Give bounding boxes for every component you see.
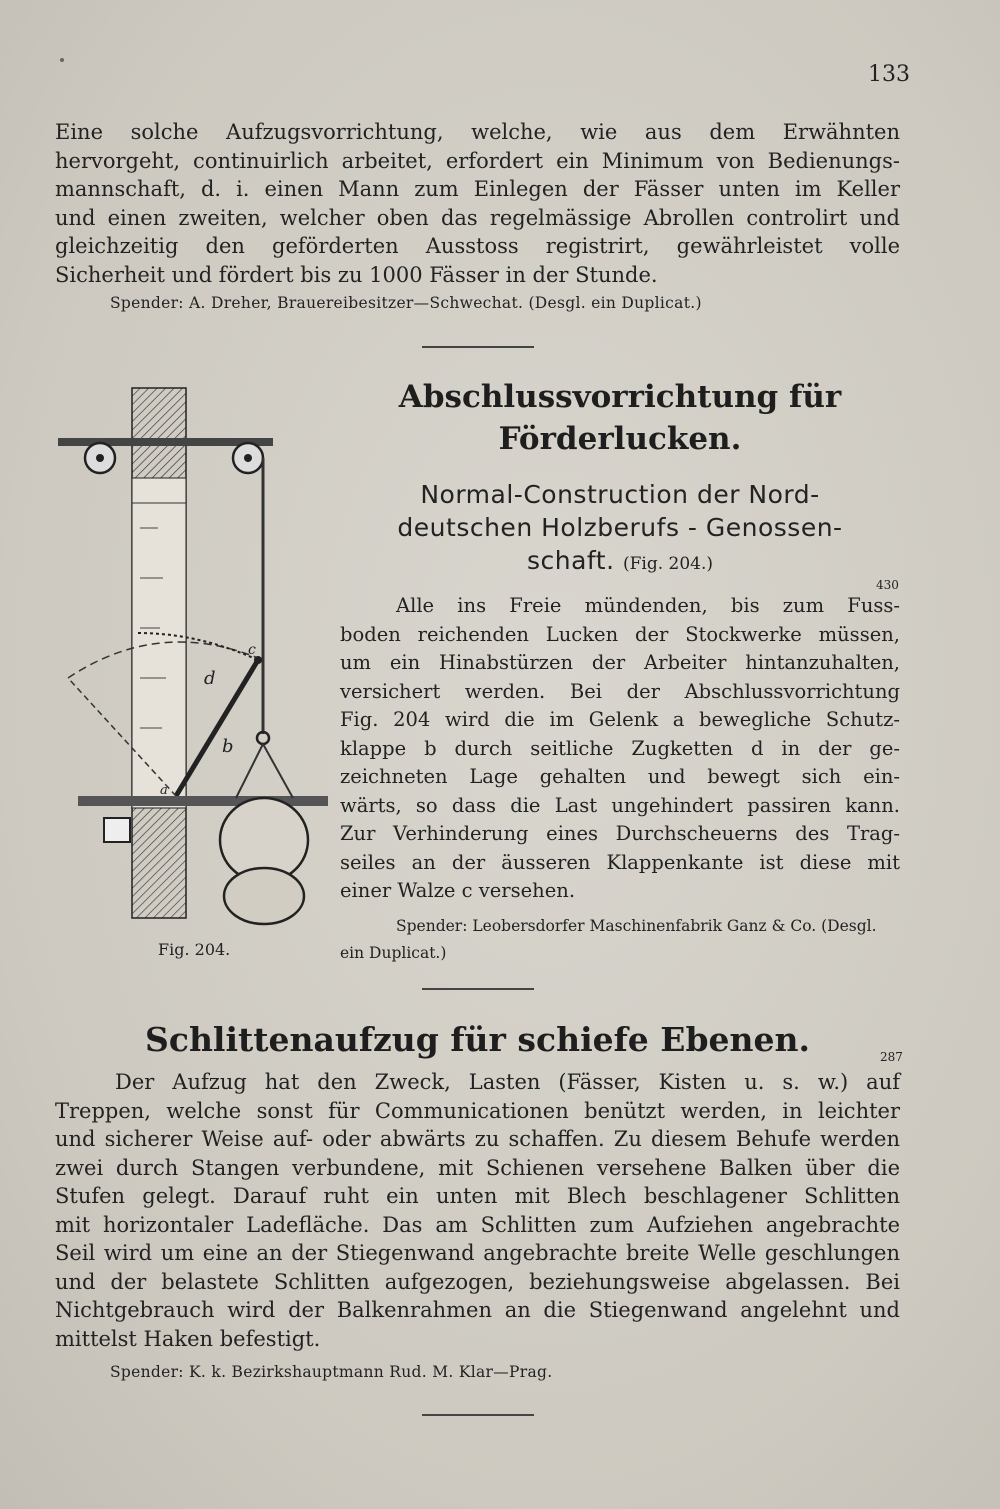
intro-line: Eine solche Aufzugsvorrichtung, welche, wie aus dem Erwähnten bbox=[55, 120, 900, 144]
intro-spender: Spender: A. Dreher, Brauereibesitzer—Schwechat. (Desgl. ein Duplicat.) bbox=[110, 294, 702, 312]
body-line: boden reichenden Lucken der Stockwerke müssen, bbox=[340, 622, 900, 646]
subtitle-line: deutschen Holzberufs - Genossen- bbox=[397, 513, 843, 542]
intro-line: hervorgeht, continuirlich arbeitet, erfordert ein Minimum von Bedienungs- bbox=[55, 148, 900, 173]
body-line: Nichtgebrauch wird der Balkenrahmen an die Stiegenwand angelehnt und bbox=[55, 1298, 900, 1322]
body-line: einer Walze c versehen. bbox=[340, 879, 576, 902]
intro-paragraph bbox=[55, 118, 900, 289]
figure-caption: Fig. 204. bbox=[158, 940, 231, 959]
subtitle-line: schaft. bbox=[526, 546, 615, 575]
protective-flap bbox=[176, 660, 258, 796]
figure-204-illustration bbox=[48, 378, 328, 938]
section1-title bbox=[340, 376, 900, 460]
intro-line: mannschaft, d. i. einen Mann zum Einlegen der Fässer unten im Keller bbox=[55, 177, 900, 201]
section1-title-line: Abschlussvorrichtung für bbox=[398, 379, 842, 415]
body-line: Der Aufzug hat den Zweck, Lasten (Fässer, Kisten u. s. w.) auf bbox=[115, 1070, 900, 1094]
body-line: und der belastete Schlitten aufgezogen, beziehungsweise abgelassen. Bei bbox=[55, 1269, 900, 1294]
body-line: zeichneten Lage gehalten und bewegt sich ein- bbox=[340, 765, 900, 788]
divider-rule bbox=[422, 1414, 534, 1416]
body-line: und sicherer Weise auf- oder abwärts zu schaffen. Zu diesem Behufe werden bbox=[55, 1127, 900, 1151]
label-d: d bbox=[204, 668, 216, 689]
body-line: seiles an der äusseren Klappenkante ist diese mit bbox=[340, 850, 900, 874]
label-b: b bbox=[222, 736, 234, 757]
label-c: c bbox=[248, 642, 256, 658]
spender-line: ein Duplicat.) bbox=[340, 944, 447, 962]
section1-title-line: Förderlucken. bbox=[498, 421, 742, 457]
section1-paragraph bbox=[340, 592, 900, 906]
body-line: mit horizontaler Ladefläche. Das am Schlitten zum Aufziehen angebrachte bbox=[55, 1212, 900, 1237]
body-line: Treppen, welche sonst für Communicationen benützt werden, in leichter bbox=[55, 1098, 900, 1123]
body-line: mittelst Haken befestigt. bbox=[55, 1326, 321, 1351]
body-line: klappe b durch seitliche Zugketten d in der ge- bbox=[340, 736, 900, 760]
divider-rule bbox=[422, 346, 534, 348]
speck bbox=[60, 58, 64, 62]
margin-number: 430 bbox=[876, 578, 899, 592]
intro-line: Sicherheit und fördert bis zu 1000 Fässer in der Stunde. bbox=[55, 262, 658, 287]
body-line: Zur Verhinderung eines Durchscheuerns des Trag- bbox=[340, 822, 900, 845]
floor-joist bbox=[104, 818, 130, 842]
section2-spender: Spender: K. k. Bezirkshauptmann Rud. M. Klar—Prag. bbox=[110, 1363, 553, 1381]
body-line: Fig. 204 wird die im Gelenk a bewegliche Schutz- bbox=[340, 708, 900, 731]
intro-line: und einen zweiten, welcher oben das regelmässige Abrollen controlirt und bbox=[55, 205, 900, 230]
margin-number: 287 bbox=[880, 1050, 903, 1064]
spender-line: Spender: Leobersdorfer Maschinenfabrik Ganz & Co. (Desgl. bbox=[396, 917, 877, 935]
body-line: Stufen gelegt. Darauf ruht ein unten mit Blech beschlagener Schlitten bbox=[55, 1184, 900, 1208]
floor-board bbox=[78, 796, 328, 806]
subtitle-figure-ref: (Fig. 204.) bbox=[622, 554, 714, 574]
section2-title: Schlittenaufzug für schiefe Ebenen. bbox=[145, 1020, 810, 1059]
body-line: um ein Hinabstürzen der Arbeiter hintanzuhalten, bbox=[340, 651, 900, 674]
label-a: a bbox=[160, 783, 168, 798]
section1-subtitle bbox=[340, 478, 900, 581]
body-line: Seil wird um eine an der Stiegenwand angebrachte breite Welle geschlungen bbox=[55, 1241, 900, 1265]
load-sack-bottom bbox=[224, 868, 304, 924]
body-line: zwei durch Stangen verbundene, mit Schienen versehene Balken über die bbox=[55, 1155, 900, 1180]
subtitle-line: Normal-Construction der Nord- bbox=[420, 480, 820, 509]
body-line: wärts, so dass die Last ungehindert passiren kann. bbox=[340, 793, 900, 817]
intro-line: gleichzeitig den geförderten Ausstoss registrirt, gewährleistet volle bbox=[55, 234, 900, 258]
page-number: 133 bbox=[868, 62, 910, 87]
body-line: versichert werden. Bei der Abschlussvorrichtung bbox=[340, 679, 900, 703]
section1-spender bbox=[340, 913, 906, 967]
body-line: Alle ins Freie mündenden, bis zum Fuss- bbox=[396, 594, 900, 617]
section2-paragraph bbox=[55, 1068, 900, 1353]
divider-rule bbox=[422, 988, 534, 990]
